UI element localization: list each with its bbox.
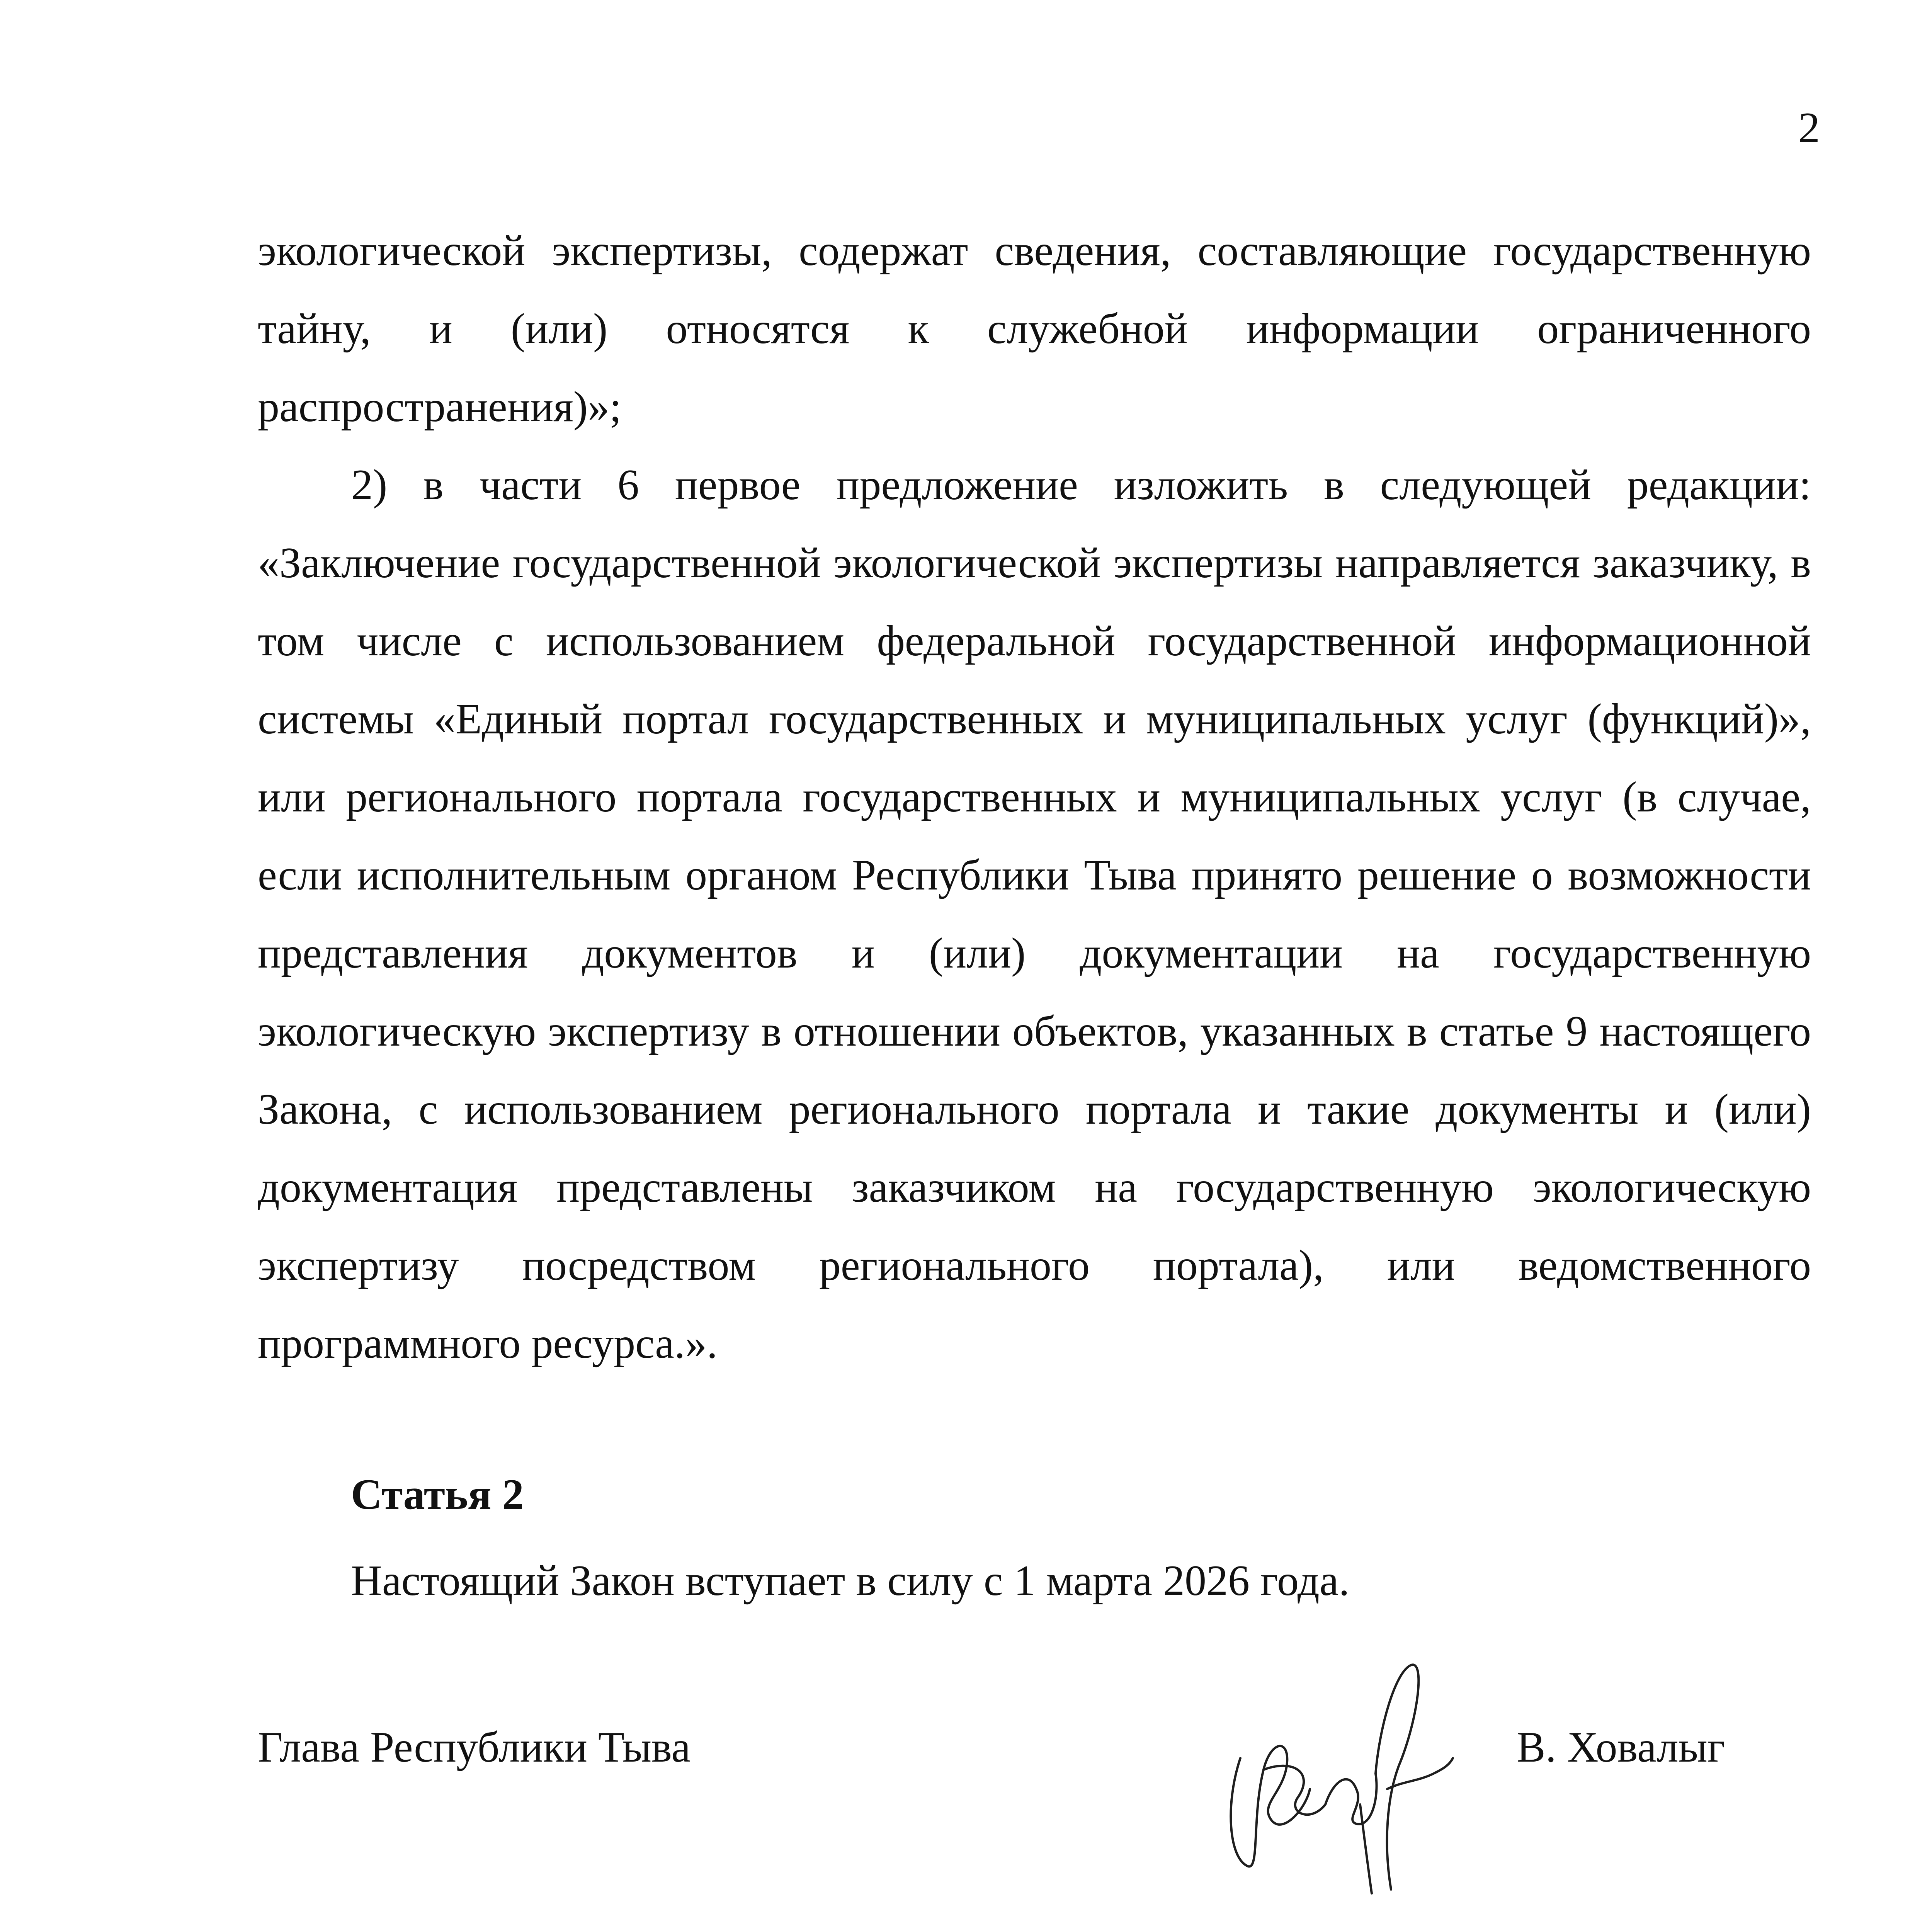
page-number: 2 [1798, 104, 1820, 152]
article-heading: Статья 2 [351, 1471, 524, 1519]
handwritten-signature [1217, 1642, 1457, 1897]
paragraph-amendment-2: 2) в части 6 первое предложение изложить в следующей редакции: «Заключение государственной экологической экспертизы направляется заказчику, в том числе с использованием федеральной государственной информационной системы «Единый портал государственных и муниципальных услуг (функций)», или регионального портала государственных и муниципальных услуг (в случае, если исполнительным органом Республики Тыва принято решение о возможности представления документов и (или) документации на государственную экологическую экспертизу в отношении объектов, указанных в статье 9 настоящего Закона, с использованием регионального портала и такие документы и (или) документация представлены заказчиком на государственную экологическую экспертизу посредством регионального портала), или ведомственного программного ресурса.». [258, 461, 1811, 1367]
signer-name: В. Ховалыг [1517, 1723, 1725, 1771]
handwritten-date-stroke [491, 1928, 553, 1932]
signer-position: Глава Республики Тыва [258, 1723, 691, 1771]
body-text [258, 212, 1811, 1383]
paragraph-continuation: экологической экспертизы, содержат сведения, составляющие государственную тайну, и (или) относятся к служебной информации ограниченного распространения)»; [258, 227, 1811, 431]
article-text: Настоящий Закон вступает в силу с 1 марта 2026 года. [351, 1557, 1350, 1605]
